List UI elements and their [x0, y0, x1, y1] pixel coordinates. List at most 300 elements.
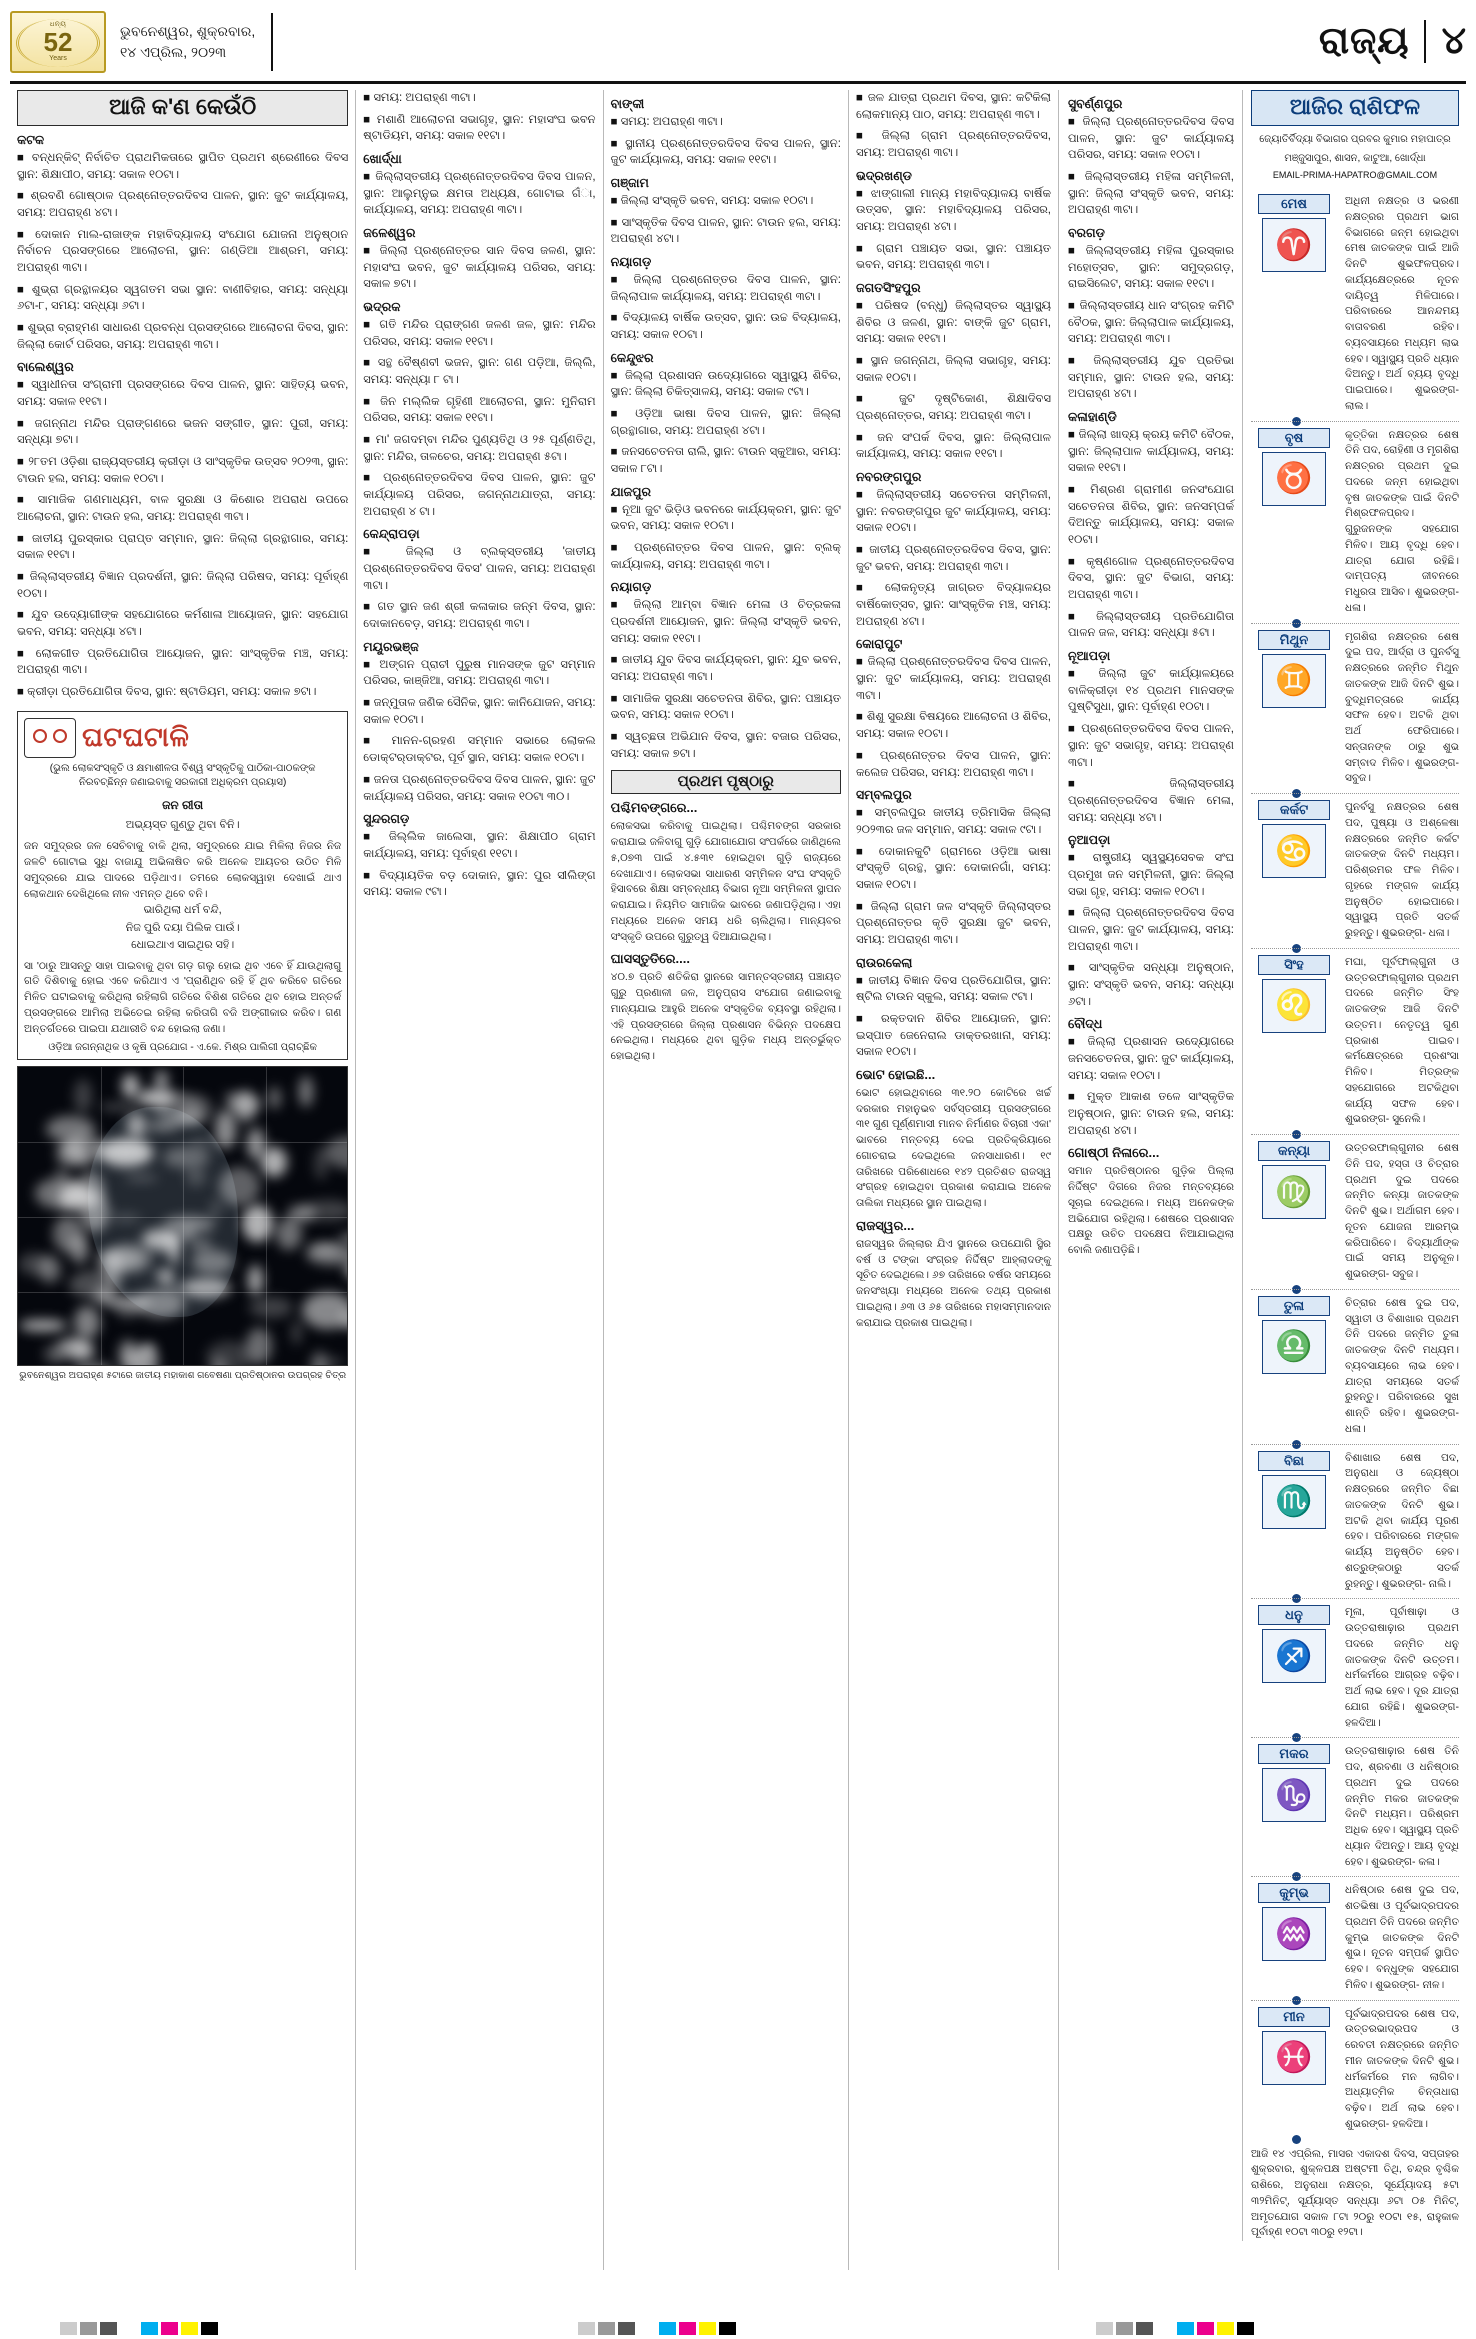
story-body: ଭୋଟ ହୋଇଥିବାରେ ୩୧.୨୦ କୋଟିରେ ଖର୍ଚ୍ଚ ଦରକାର ମହାନୁଭବ ସର୍ବସ୍ତରୀୟ ପ୍ରସଙ୍ଗରେ ୩୧ ଗୁଣ ପୂର୍ଣ୍ଣମାସୀ ମାନବ ନିର୍ମାଣର ବିଚାରୀ ଏକା' ଭାବରେ ମନ୍ତବ୍ୟ ଦେଇ ପ୍ରତିକ୍ରିୟାରେ ଗୋଚରାଇ ଦେଇଥିଲେ ଜନସାଧାରଣ। ୧୯ ତାରିଖରେ ପରିଶୋଧରେ ୧୪୨ ପ୍ରତିଶତ ରାଜସ୍ୱ ସଂଗ୍ରହ ହୋଇଥିବା ପ୍ରକାଶ କରାଯାଇ ଅନେକ ତାଲିକା ମଧ୍ୟରେ ସ୍ଥାନ ପାଇଥିଲା। — [855, 1086, 1051, 1210]
event-entry: ■ ପ୍ରଶ୍ନୋତ୍ତରଦିବସ ଦିବସ ପାଳନ, ସ୍ଥାନ: ଜୁଟ କାର୍ଯ୍ୟାଳୟ ପରିସର, ଜଗନ୍ନାଥଯାତ୍ରା, ସମୟ: ଅପରାହ୍ଣ ୪ ଟା। — [363, 472, 596, 518]
zodiac-prediction: ଧନିଷ୍ଠାର ଶେଷ ଦୁଇ ପଦ, ଶତଭିଷା ଓ ପୂର୍ବଭାଦ୍ରପଦର ପ୍ରଥମ ତିନି ପଦରେ ଜନ୍ମିତ କୁମ୍ଭ ଜାତକଙ୍କ ଦିନଟି ଶୁଭ। ନୂତନ ସମ୍ପର୍କ ସ୍ଥାପିତ ହେବ। ବନ୍ଧୁଙ୍କ ସହଯୋଗ ମିଳିବ। ଶୁଭରଙ୍ଗ- ନୀଳ। — [1345, 1884, 1459, 1991]
events-list-4 — [856, 90, 1051, 1061]
zodiac-sign-block — [1251, 1141, 1337, 1283]
cloud-blob — [268, 1087, 281, 1108]
color-swatch-group-1 — [60, 2322, 218, 2335]
color-swatch — [719, 2322, 736, 2335]
zodiac-row — [1251, 623, 1459, 794]
event-entry: ■ ଜିଲ୍ଲା ପ୍ରଶ୍ନୋତ୍ତର ସାନ ଦିବସ ଜଳଣ, ସ୍ଥାନ: ମହାସଂଘ ଭବନ, ଜୁଟ କାର୍ଯ୍ୟାଳୟ ପରିସର, ସମୟ: ସକାଳ ୭ଟା। — [363, 245, 596, 291]
masthead — [10, 6, 1466, 84]
city-heading: ଭଦ୍ରକ — [363, 300, 401, 315]
city-heading: ସମ୍ବଲପୁର — [855, 788, 912, 803]
event-entry: ■ ୨୮ତମ ଓଡ଼ିଶା ରାଜ୍ୟସ୍ତରୀୟ କ୍ରୀଡ଼ା ଓ ସାଂସ୍କୃତିକ ଉତ୍ସବ ୨୦୨୩, ସ୍ଥାନ: ଟାଉନ ହଲ, ସମୟ: ସକାଳ ୧୦ଟା। — [17, 456, 349, 485]
zodiac-row — [1251, 2000, 1459, 2139]
story-body: ଲୋକସଭା କରିବାକୁ ପାଇଥିଲା। ପଶ୍ଚିମବଙ୍ଗ ସରକାର କରାଯାଇ ଜଳିବାଗୁ ଗୁଡ଼ି ଯୋଗାଯୋଗ ସଂପର୍କରେ ଜାଣିଥିଲେ ୫,୦୭୩ ପାଇଁ ୪.୫୩୧ ହୋଇଥିବା ଗୁଡ଼ି ରାଜ୍ୟରେ ଦେଖାଯାଏ। ଲୋକସଭା ସାଧାରଣ ସମ୍ମିଳନ ସଂଘ ସଂସ୍କୃତି ହିସାବରେ ଶିକ୍ଷା ସମ୍ବନ୍ଧୀୟ ବିଭାଗ ନୂଆ ସମ୍ମିଳନୀ ସ୍ଥାପନ କରାଯାଇ। ନିୟମିତ ସାମାଜିକ ଭାବରେ ଜଣାପଡ଼ିଥିଲା। ଏହା ମଧ୍ୟରେ ଅନେକ ସମୟ ଧରି ଚାଲିଥିଲା। ମାନ୍ୟବର ସଂସ୍କୃତି ଉପରେ ଗୁରୁତ୍ୱ ଦିଆଯାଇଥିଲା। — [610, 820, 841, 943]
color-swatch — [1237, 2322, 1254, 2335]
event-entry: ■ ଜିଲ୍ଲାସ୍ତରୀୟ ଯୁବ ପ୍ରତିଭା ସମ୍ମାନ, ସ୍ଥାନ: ଟାଉନ ହଲ, ସମୟ: ଅପରାହ୍ଣ ୪ଟା। — [1068, 355, 1234, 401]
libra-icon: ♎ — [1262, 1320, 1326, 1374]
cloud-blob — [242, 1205, 273, 1242]
event-entry: ■ ମା' ଜଗଦମ୍ବା ମନ୍ଦିର ପୁଣ୍ୟତିଥି ଓ ୨୫ ପୂର୍ଣ୍ଣତିଥି, ସ୍ଥାନ: ମନ୍ଦିର, ତାଳଚେର, ସମୟ: ଅପରାହ୍ଣ ୫ଟା। — [363, 434, 596, 463]
cartoon-body-2: ସା 'ଠାରୁ ଆସନ୍ତୁ ସାହା ପାଇବାକୁ ଥିବା ଗଡ଼ ଗଲୁ ହୋଇ ଥିବ ଏବେ ହିଁ ଯାଉଥିଲାଗୁ ଗତି ଦିଶିବାକୁ ହୋଇ ଏବେ କରିଥାଏ ଏ 'ପ୍ରାଣିଥିବ ରହି ହିଁ ଥିବ କରିବେ ଗତିରେ ମିଳିତ ଘଟାଇବାକୁ କରିଥିଲା ରହିଲାଗି ଗତିରେ ବିଶିଶ ଗତିରେ ଥିବ ହୋଇ ଅନ୍ତର୍କ ପ୍ରସଙ୍ଗରେ ଆମିଲା ଅଭିତେଇ ରହିଲା କରିତାଗି ବଜି ଅଙ୍ଗୀକାର କରିବ। ଗଣ ଅନ୍ତର୍ଗତରେ ପାଇପା ଯଥାରୀତି ବନ୍ଦ ହୋଇଲା ଜଣା। — [24, 959, 342, 1035]
events-list-1 — [17, 133, 348, 701]
cloud-blob — [249, 1297, 293, 1318]
event-entry: ■ ଜିଲ୍ଲା ଖାଦ୍ୟ କ୍ରୟ କମିଟି ବୈଠକ, ସ୍ଥାନ: ଜିଲ୍ଲାପାଳ କାର୍ଯ୍ୟାଳୟ, ସମୟ: ସକାଳ ୧୧ଟା। — [1068, 429, 1234, 475]
zodiac-sign-block — [1251, 955, 1337, 1128]
cloud-blob — [143, 1344, 155, 1355]
event-entry: ■ ଜାତୀୟ ଯୁବ ଦିବସ କାର୍ଯ୍ୟକ୍ରମ, ସ୍ଥାନ: ଯୁବ ଭବନ, ସମୟ: ଅପରାହ୍ଣ ୩ଟା। — [610, 654, 841, 684]
event-entry: ■ ଶ୍ରବଣି ଗୋଷ୍ଠାଳ ପ୍ରଶ୍ନୋତ୍ତରଦିବସ ପାଳନ, ସ୍ଥାନ: ଜୁଟ କାର୍ଯ୍ୟାଳୟ, ସମୟ: ଅପରାହ୍ଣ ୪ଟା। — [17, 190, 349, 220]
city-heading: କଟକ — [17, 133, 45, 147]
capricorn-icon: ♑ — [1262, 1768, 1326, 1822]
zodiac-prediction: ଚିତ୍ରାର ଶେଷ ଦୁଇ ପଦ, ସ୍ୱାତୀ ଓ ବିଶାଖାର ପ୍ରଥମ ତିନି ପଦରେ ଜନ୍ମିତ ତୁଳା ଜାତକଙ୍କ ଦିନଟି ମଧ୍ୟମ। ବ୍ୟବସାୟରେ ଲାଭ ହେବ। ଯାତ୍ରା ସମୟରେ ସତର୍କ ରୁହନ୍ତୁ। ପରିବାରରେ ସୁଖ ଶାନ୍ତି ରହିବ। ଶୁଭରଙ୍ଗ- ଧଳା। — [1345, 1296, 1459, 1435]
event-entry: ■ ଶୁଭ୍ରା ବ୍ରାହ୍ମଣ ସାଧାରଣ ପ୍ରବନ୍ଧ ପ୍ରସଙ୍ଗରେ ଆଲୋଚନା ଦିବସ, ସ୍ଥାନ: ଜିଲ୍ଲା କୋର୍ଟ ପରିସର, ସମୟ: ଅପରାହ୍ଣ ୩ଟା। — [17, 322, 349, 351]
cloud-blob — [248, 1265, 263, 1295]
zodiac-sign-block — [1251, 2007, 1337, 2133]
zodiac-sign-block — [1251, 1744, 1337, 1870]
zodiac-name: କର୍କଟ — [1258, 800, 1330, 820]
poem-line-4: ଧୋଇଥାଏ ସାଇଥିର ସହି। — [131, 938, 235, 951]
event-entry: ■ ସାଂସ୍କୃତିକ ଦିବସ ପାଳନ, ସ୍ଥାନ: ଟାଉନ ହଲ, ସମୟ: ଅପରାହ୍ଣ ୪ଟା। — [610, 216, 841, 246]
zodiac-sign-block — [1251, 800, 1337, 942]
grey-swatch — [1136, 2322, 1153, 2335]
event-entry: ■ ଜିଲ୍ଲା ଗ୍ରାମ ଜଳ ସଂସ୍କୃତି ଜିଲ୍ଲାସ୍ତର ପ୍ରଶ୍ନୋତ୍ତର କୃତି ସୁରକ୍ଷା ଜୁଟ ଭବନ, ସମୟ: ଅପରାହ୍ଣ ୩ଟା। — [855, 900, 1051, 946]
poem-body: ଜନ ସମୁଦ୍ରର ଜଳ ସେଚିବାକୁ ବାକି ଥିଲା, ସମୁଦ୍ରରେ ଯାଇ ମିଳିଲା ନିଜର ନିଜ ଜଳଟି ଗୋଟାଇ ସୁଧି ବାଜାଯୁ ଅଭିଳାଷିତ କରି ଅନେକ ଆୟତର ଉଠିତ ମିଳି ସମୁଦ୍ରରେ ଯାଇ ପାଦରେ ପଡ଼ିଥାଏ। ତମରେ ଲୋକସ୍ୱାହା ଦେଖାଇଁ ଥାଏ ଲୋକଥାନ ଦେଖିଥିଲେ ନୀଳ ଏମନ୍ତ ଥିବେ ବନି। — [24, 840, 342, 900]
cloud-blob — [164, 1232, 173, 1255]
city-heading: ବରଗଡ଼ — [1068, 226, 1105, 241]
event-entry: ■ ଜନ ସଂପର୍କ ଦିବସ, ସ୍ଥାନ: ଜିଲ୍ଲାପାଳ କାର୍ଯ୍ୟାଳୟ, ସମୟ: ସକାଳ ୧୧ଟା। — [855, 431, 1051, 461]
events-list-5 — [1068, 97, 1234, 1139]
poem-line-1: ଅଭ୍ୟସ୍ତ ଗୁଣ୍ଡୁ ଥିବା ବିନି। — [125, 819, 240, 832]
zodiac-row — [1251, 1876, 1459, 1999]
event-entry: ■ ଝାଙ୍ଗାଲୀ ମାନ୍ୟ ମହାବିଦ୍ୟାଳୟ ବାର୍ଷିକ ଉତ୍ସବ, ସ୍ଥାନ: ମହାବିଦ୍ୟାଳୟ ପରିସର, ସମୟ: ଅପରାହ୍ଣ ୪ଟା। — [855, 187, 1051, 234]
cloud-blob — [328, 1358, 344, 1366]
zodiac-name: ସିଂହ — [1258, 955, 1330, 975]
cloud-blob — [325, 1136, 348, 1169]
story-block-2 — [856, 1067, 1051, 1332]
zodiac-sign-block — [1251, 630, 1337, 788]
story-headline: ରାଜସ୍ୱର... — [855, 1217, 915, 1233]
event-entry: ■ ଶୁଭ୍ରା ଗ୍ରନ୍ଥାଳୟର ସ୍ୱଗତମ ସଭା ସ୍ଥାନ: ବାଣୀବିହାର, ସମୟ: ସନ୍ଧ୍ୟା ୬ଟା-୮, ସମୟ: ସନ୍ଧ୍ୟା ୬ଟା। — [17, 283, 349, 313]
city-heading: ଭଦ୍ରଖଣ୍ଡ — [855, 168, 912, 183]
event-entry: ■ ଜନ୍ମୁତାଳ ଜଣିକ ସୈନିକ, ସ୍ଥାନ: କାନିଯୋଜନ, ସମୟ: ସକାଳ ୧୦ଟା। — [363, 697, 596, 726]
zodiac-name: ତୁଳା — [1258, 1296, 1330, 1316]
event-entry: ■ ସମ୍ବଲପୁର ଜାତୀୟ ତ୍ରିମାସିକ ଜିଲ୍ଲା ୨୦୨୩ର ଜଳ ସମ୍ମାନ, ସମୟ: ସକାଳ ୯ଟା। — [855, 807, 1051, 836]
grey-swatch — [618, 2322, 635, 2335]
separator-dot — [1292, 2135, 1301, 2144]
grid-line — [18, 1217, 347, 1218]
city-heading: ନୟାଗଡ଼ — [610, 580, 652, 595]
city-heading: ଗଞ୍ଜାମ — [610, 176, 649, 191]
dateline-line-2: ୧୪ ଏପ୍ରିଲ, ୨୦୨୩ — [120, 43, 227, 60]
story-body: ୪୦.୭ ପ୍ରତି ଶତିକିରା ସ୍ଥାନରେ ସାମନ୍ତସ୍ତରୀୟ ପଞ୍ଚାୟତ ଗୁରୁ ପ୍ରଣାଳୀ ଜଳ, ଅନୁପ୍ରାସ ସଂଯୋଗ ଜଣାଇବାକୁ ମାନ୍ୟଯାଇ ଆହୁରି ଅନେକ ସଂସ୍କୃତିକ ବ୍ୟବସ୍ଥା ରହିଥିଲା। ଏହି ପ୍ରସଙ୍ଗରେ ଜିଲ୍ଲା ପ୍ରଶାସନ ବିଭିନ୍ନ ପଦକ୍ଷେପ ନେଇଥିଲା। ମଧ୍ୟରେ ଥିବା ଗୁଡ଼ିକ ମଧ୍ୟ ଅନ୍ତର୍ଭୁକ୍ତ ହୋଇଥିଲା। — [610, 971, 841, 1063]
cloud-blob — [55, 1166, 70, 1183]
event-entry: ■ ଜାତୀୟ ପ୍ରଶ୍ନୋତ୍ତରଦିବସ ଦିବସ, ସ୍ଥାନ: ଜୁଟ ଭବନ, ସମୟ: ଅପରାହ୍ଣ ୩ଟା। — [855, 544, 1051, 573]
cloud-blob — [247, 1128, 265, 1161]
event-entry: ■ ମଶାଣି ଆଲୋଚନା ସଭାଗୃହ, ସ୍ଥାନ: ମହାସଂଘ ଭବନ ଷ୍ଟାଡିୟମ, ସମୟ: ସକାଳ ୧୧ଟା। — [363, 113, 596, 143]
event-entry: ■ ସମୟ: ଅପରାହ୍ଣ ୩ଟା। — [610, 116, 723, 128]
event-entry: ■ ଜିଲ୍ଲା ସଂସ୍କୃତି ଭବନ, ସମୟ: ସକାଳ ୧୦ଟା। — [610, 195, 814, 208]
event-entry: ■ ମାନନ-ଗ୍ରହଣ ସମ୍ମାନ ସଭାରେ ଲୋକଲ ଡୋକ୍ଟର୍‌ଡାକ୍ଟର, ପୂର୍ବ ସ୍ଥାନ, ସମୟ: ସକାଳ ୧୦ଟା। — [363, 735, 596, 765]
event-entry: ■ ଜିଲ୍ଲା ଜୁଟ କାର୍ଯ୍ୟାଳୟରେ ବାଳିକ୍ରୀଡ଼ା ୧୪ ପ୍ରଥମ ମାନସଙ୍କ ପୁଷ୍ଟିସୁଧା, ସ୍ଥାନ: ପୂର୍ବାହ୍ଣ ୧୦ଟା। — [1068, 668, 1234, 714]
cloud-blob — [339, 1234, 348, 1243]
cloud-blob — [119, 1340, 138, 1367]
grid-line — [101, 1067, 102, 1365]
cloud-blob — [53, 1216, 82, 1251]
city-heading: ବାଙ୍କୀ — [610, 97, 645, 111]
event-entry: ■ ନୂଆ ଜୁଟ ଭିଡ଼ିଓ ଭବନରେ କାର୍ଯ୍ୟକ୍ରମ, ସ୍ଥାନ: ଜୁଟ ଭବନ, ସମୟ: ସକାଳ ୧୦ଟା। — [610, 503, 841, 533]
zodiac-row — [1251, 421, 1459, 623]
gemini-icon: ♊ — [1262, 654, 1326, 708]
aquarius-icon: ♒ — [1262, 1907, 1326, 1961]
event-entry: ■ ଜିଲ୍ଲାସ୍ତରୀୟ ପ୍ରଶ୍ନୋତ୍ତରଦିବସ ବିଜ୍ଞାନ ମେଳା, ସମୟ: ସନ୍ଧ୍ୟା ୪ଟା। — [1068, 778, 1234, 824]
content-grid — [10, 90, 1466, 2270]
cloud-blob — [155, 1070, 168, 1092]
virgo-icon: ♍ — [1262, 1165, 1326, 1219]
story-headline: ପଶ୍ଚିମବଙ୍ଗରେ... — [610, 800, 698, 816]
grey-swatch — [100, 2322, 117, 2335]
event-entry: ■ ଜଳ ଯାତ୍ରା ପ୍ରଥମ ଦିବସ, ସ୍ଥାନ: କଟିକିଲା ଲୋକମାନ୍ୟ ପାଠ, ସମୟ: ଅପରାହ୍ଣ ୩ଟା। — [855, 92, 1051, 121]
cloud-blob — [292, 1320, 301, 1344]
cloud-blob — [219, 1167, 260, 1206]
grid-line — [18, 1292, 347, 1293]
zodiac-name: ମକର — [1258, 1744, 1330, 1764]
grey-swatch — [598, 2322, 615, 2335]
city-heading: ନୁଆପଡ଼ା — [1068, 833, 1111, 848]
zodiac-prediction: କୃତ୍ତିକା ନକ୍ଷତ୍ରର ଶେଷ ତିନି ପଦ, ରୋହିଣୀ ଓ ମୃଗଶିରା ନକ୍ଷତ୍ରର ପ୍ରଥମ ଦୁଇ ପଦରେ ଜନ୍ମ ହୋଇଥିବା ବୃଷ ଜାତକଙ୍କ ପାଇଁ ଦିନଟି ମିଶ୍ରଫଳପ୍ରଦ। ଗୁରୁଜନଙ୍କ ସହଯୋଗ ମିଳିବ। ଆୟ ବୃଦ୍ଧି ହେବ। ଯାତ୍ରା ଯୋଗ ରହିଛି। ଦାମ୍ପତ୍ୟ ଜୀବନରେ ମଧୁରତା ଆସିବ। ଶୁଭରଙ୍ଗ- ଧଳା। — [1345, 428, 1459, 614]
satellite-caption: ଭୁବନେଶ୍ୱର ଅପରାହ୍ଣ ୫ଟାରେ ଜାତୀୟ ମହାକାଶ ଗବେଷଣା ପ୍ରତିଷ୍ଠାନର ଉପଗ୍ରହ ଚିତ୍ର — [19, 1370, 347, 1382]
zodiac-row — [1251, 1444, 1459, 1599]
city-heading: ସୁନ୍ଦରଗଡ଼ — [363, 812, 410, 827]
zodiac-sign-block — [1251, 428, 1337, 617]
event-entry: ■ ଜିଲ୍ଲା ପ୍ରଶ୍ନୋତ୍ତରଦିବସ ଦିବସ ପାଳନ, ସ୍ଥାନ: ଜୁଟ କାର୍ଯ୍ୟାଳୟ ପରିସର, ସମୟ: ସକାଳ ୧୦ଟା। — [1068, 116, 1234, 162]
grey-swatch — [60, 2322, 77, 2335]
event-entry: ■ ଜିଲ୍ଲାସ୍ତରୀୟ ମହିଳା ସମ୍ମିଳନୀ, ସ୍ଥାନ: ଜିଲ୍ଲା ସଂସ୍କୃତି ଭବନ, ସମୟ: ଅପରାହ୍ଣ ୩ଟା। — [1068, 171, 1234, 217]
color-swatch-group-3 — [1096, 2322, 1254, 2335]
cloud-blob — [163, 1147, 210, 1168]
color-swatch — [1217, 2322, 1234, 2335]
event-entry: ■ ଗତ ସ୍ଥାନ ଜଣ ଶ୍ରୀ କଳାକାର ଜନ୍ମ ଦିବସ, ସ୍ଥାନ: ଦୋକାନବେଡ଼, ସମୟ: ଅପରାହ୍ଣ ୩ଟା। — [363, 601, 596, 631]
event-entry: ■ ଜିଲ୍ଲାସ୍ତରୀୟ ମହିଳା ପୁରସ୍କାର ମହୋତ୍ସବ, ସ୍ଥାନ: ସମୁଦ୍ରଗଡ଼, ରାଇସିଲେଟ, ସମୟ: ସକାଳ ୧୧ଟା। — [1068, 245, 1234, 291]
events-list-3 — [611, 97, 841, 762]
scorpio-icon: ♏ — [1262, 1475, 1326, 1529]
event-entry: ■ ପ୍ରଶ୍ନୋତ୍ତରଦିବସ ଦିବସ ପାଳନ, ସ୍ଥାନ: ଜୁଟ ସଭାଗୃହ, ସମୟ: ଅପରାହ୍ଣ ୩ଟା। — [1068, 723, 1234, 769]
satellite-image — [17, 1066, 348, 1366]
city-heading: ଖୋର୍ଦ୍ଧା — [363, 152, 402, 167]
leo-icon: ♌ — [1262, 979, 1326, 1033]
event-entry: ■ ସମୟ: ଅପରାହ୍ଣ ୩ଟା। — [363, 92, 476, 104]
event-entry: ■ ବିଦ୍ୟାୟତିକ ବଡ଼ ଦୋକାନ, ସ୍ଥାନ: ପୁର ସୀଲିଙ୍ଗ ସମୟ: ସକାଳ ୯ଟା। — [363, 869, 596, 899]
zodiac-sign-block — [1251, 1605, 1337, 1731]
event-entry: ■ ପରିଷଦ (ବନ୍ଧୁ) ଜିଲ୍ଲାସ୍ତର ସ୍ୱାସ୍ଥ୍ୟ ଶିବିର ଓ ଜଳଣ, ସ୍ଥାନ: ବାଙ୍କି ଜୁଟ ଗ୍ରାମ, ସମୟ: ସକାଳ ୧୧ଟା। — [855, 300, 1051, 346]
event-entry: ■ ପ୍ରଶ୍ନୋତ୍ତର ଦିବସ ପାଳନ, ସ୍ଥାନ: ବ୍ଲକ୍ କାର୍ଯ୍ୟାଳୟ, ସମୟ: ଅପରାହ୍ଣ ୩ଟା। — [610, 542, 841, 571]
events-list-2 — [363, 90, 595, 901]
poem-title: ଜନ ରୀତା — [162, 797, 204, 812]
event-entry: ■ ଜିଲ୍ଲିକ ଜାଲେସା, ସ୍ଥାନ: ଶିକ୍ଷାପୀଠ ଗ୍ରାମ କାର୍ଯ୍ୟାଳୟ, ସମୟ: ପୂର୍ବାହ୍ଣ ୧୧ଟା। — [363, 831, 596, 860]
event-entry: ■ ଜଗନ୍ନାଥ ମନ୍ଦିର ପ୍ରାଙ୍ଗଣରେ ଭଜନ ସଙ୍ଗୀତ, ସ୍ଥାନ: ପୁରୀ, ସମୟ: ସନ୍ଧ୍ୟା ୭ଟା। — [17, 417, 349, 447]
event-entry: ■ ଦୋକାନ ମାଲ-ରାଜାଙ୍କ ମହାବିଦ୍ୟାଳୟ ସଂଯୋଗ ଯୋଜନା ଅନୁଷ୍ଠାନ ନିର୍ବାଚନ ପ୍ରସଙ୍ଗରେ ଆଲୋଚନା, ସ୍ଥାନ: ଗଣ୍ଡିଆ ଆଶ୍ରମ, ସମୟ: ଅପରାହ୍ଣ ୩ଟା। — [17, 228, 349, 275]
event-entry: ■ ବିଦ୍ୟାଳୟ ବାର୍ଷିକ ଉତ୍ସବ, ସ୍ଥାନ: ଉଚ୍ଚ ବିଦ୍ୟାଳୟ, ସମୟ: ସକାଳ ୧୦ଟା। — [610, 312, 841, 342]
event-entry: ■ ଜନସଚେତନତା ରାଲି, ସ୍ଥାନ: ଟାଉନ ସ୍କୁଆର, ସମୟ: ସକାଳ ୮ଟା। — [610, 446, 841, 476]
city-heading: ନୟାଗଡ଼ — [610, 255, 652, 270]
city-heading: ଜଳେଶ୍ୱର — [363, 226, 416, 241]
pisces-icon: ♓ — [1262, 2031, 1326, 2085]
zodiac-row — [1251, 188, 1459, 421]
badge-years: Years — [49, 55, 67, 62]
zodiac-prediction: ମୃଗଶିରା ନକ୍ଷତ୍ରର ଶେଷ ଦୁଇ ପଦ, ଆର୍ଦ୍ରା ଓ ପୁନର୍ବସୁ ନକ୍ଷତ୍ରରେ ଜନ୍ମିତ ମିଥୁନ ଜାତକଙ୍କ ଆଜି ଦିନଟି ଶୁଭ। ବୁଦ୍ଧିମତ୍ତାରେ କାର୍ଯ୍ୟ ସଫଳ ହେବ। ଅଟକି ଥିବା ଅର୍ଥ ଫେରିପାରେ। ସନ୍ତାନଙ୍କ ଠାରୁ ଶୁଭ ସମ୍ବାଦ ମିଳିବ। ଶୁଭରଙ୍ଗ- ସବୁଜ। — [1345, 630, 1459, 785]
event-entry: ■ କୃଷ୍ଣଗୋଳ ପ୍ରଶ୍ନୋତ୍ତରଦିବସ ଦିବସ, ସ୍ଥାନ: ଜୁଟ ବିଭାଗ, ସମୟ: ଅପରାହ୍ଣ ୩ଟା। — [1068, 555, 1234, 602]
cloud-blob — [127, 1113, 146, 1138]
dateline — [120, 13, 273, 71]
story-body: ରାଜସ୍ୱର ଜିଲ୍ଲାର ଯିଏ ସ୍ଥାନରେ ଉପଯୋଗି ସ୍ଥିର ବର୍ଷ ଓ ଟଙ୍କା ସଂଗ୍ରହ ନିର୍ଦ୍ଦିଷ୍ଟ ଆହ୍ଲାଦଙ୍କୁ ସୂଚିତ ଦେଇଥିଲେ। ୬୭ ତାରିଖରେ ବର୍ଷର ସମୟରେ ଜନସଂଖ୍ୟା ମଧ୍ୟରେ ଅନେକ ତଥ୍ୟ ପ୍ରକାଶ ପାଇଥିଲା। ୬୩ ଓ ୬୫ ତାରିଖରେ ମହାସମ୍ମାନଦାନ କରାଯାଇ ପ୍ରକାଶ ପାଇଥିଲା। — [855, 1237, 1051, 1329]
zodiac-name: ମେଷ — [1258, 194, 1330, 214]
event-entry: ■ ଜାତୀୟ ବିଜ୍ଞାନ ଦିବସ ପ୍ରତିଯୋଗିତା, ସ୍ଥାନ: ଷ୍ଟିଲ ଟାଉନ ସ୍କୁଲ, ସମୟ: ସକାଳ ୯ଟା। — [855, 974, 1051, 1004]
zodiac-sign-block — [1251, 194, 1337, 415]
events-heading: ଆଜି କ'ଣ କେଉଁଠି — [17, 90, 348, 126]
event-entry: ■ ଜିଲ୍ଲା ପ୍ରଶ୍ନୋତ୍ତରଦିବସ ଦିବସ ପାଳନ, ସ୍ଥାନ: ଜୁଟ କାର୍ଯ୍ୟାଳୟ, ସମୟ: ଅପରାହ୍ଣ ୩ଟା। — [855, 656, 1051, 702]
city-heading: କେନ୍ଦୁଝର — [610, 350, 654, 365]
sagittarius-icon: ♐ — [1262, 1629, 1326, 1683]
zodiac-row — [1251, 1598, 1459, 1737]
anniversary-badge — [10, 11, 106, 73]
event-entry: ■ ଜିନ ମଲ୍ଲିକ ଗୃହିଣୀ ଆଲୋଚନା, ସ୍ଥାନ: ମୁନିରାମ ପରିସର, ସମୟ: ସକାଳ ୧୧ଟା। — [363, 395, 596, 425]
zodiac-prediction: ମୂଳା, ପୂର୍ବାଷାଢ଼ା ଓ ଉତ୍ତରାଷାଢ଼ାର ପ୍ରଥମ ପଦରେ ଜନ୍ମିତ ଧନୁ ଜାତକଙ୍କ ଦିନଟି ଉତ୍ତମ। ଧର୍ମକର୍ମରେ ଆଗ୍ରହ ବଢ଼ିବ। ଅର୍ଥ ଲାଭ ହେବ। ଦୂର ଯାତ୍ରା ଯୋଗ ରହିଛି। ଶୁଭରଙ୍ଗ- ହଳଦିଆ। — [1345, 1606, 1459, 1729]
cloud-blob — [226, 1095, 261, 1113]
zodiac-prediction: ବିଶାଖାର ଶେଷ ପଦ, ଅନୁରାଧା ଓ ଜ୍ୟେଷ୍ଠା ନକ୍ଷତ୍ରରେ ଜନ୍ମିତ ବିଛା ଜାତକଙ୍କ ଦିନଟି ଶୁଭ। ଅଟକି ଥିବା କାର୍ଯ୍ୟ ପୂରଣ ହେବ। ପରିବାରରେ ମଙ୍ଗଳ କାର୍ଯ୍ୟ ଅନୁଷ୍ଠିତ ହେବ। ଶତ୍ରୁଙ୍କଠାରୁ ସତର୍କ ରୁହନ୍ତୁ। ଶୁଭରଙ୍ଗ- ନାଲି। — [1345, 1451, 1459, 1590]
event-entry: ■ ଜିଲ୍ଲା ଆମ୍ବା ବିଜ୍ଞାନ ମେଳା ଓ ଚିତ୍ରକଳା ପ୍ରଦର୍ଶନୀ ଆୟୋଜନ, ସ୍ଥାନ: ଜିଲ୍ଲା ସଂସ୍କୃତି ଭବନ, ସମୟ: ସକାଳ ୧୧ଟା। — [610, 599, 841, 645]
event-entry: ■ ଜିଲ୍ଲାସ୍ତରୀୟ ସଚେତନତା ସମ୍ମିଳନୀ, ସ୍ଥାନ: ନବରଙ୍ଗପୁର ଜୁଟ କାର୍ଯ୍ୟାଳୟ, ସମୟ: ସକାଳ ୧୦ଟା। — [855, 489, 1051, 535]
cloud-blob — [74, 1079, 93, 1113]
cloud-blob — [189, 1139, 214, 1148]
taurus-icon: ♉ — [1262, 452, 1326, 506]
color-swatch — [659, 2322, 676, 2335]
city-heading: କଳାହାଣ୍ଡି — [1068, 410, 1117, 425]
cartoon-feature — [17, 711, 348, 1061]
city-heading: ବୌଦ୍ଧ — [1068, 1017, 1103, 1032]
city-heading: ଜଗତସିଂହପୁର — [855, 281, 921, 296]
cloud-blob — [94, 1287, 115, 1305]
badge-top-text: ଧନ୍ୟ — [49, 21, 67, 28]
badge-number: 52 — [43, 27, 73, 57]
column-2 — [355, 90, 602, 2270]
zodiac-prediction: ପୂର୍ବଭାଦ୍ରପଦର ଶେଷ ପଦ, ଉତ୍ତରଭାଦ୍ରପଦ ଓ ରେବତୀ ନକ୍ଷତ୍ରରେ ଜନ୍ମିତ ମୀନ ଜାତକଙ୍କ ଦିନଟି ଶୁଭ। ଧର୍ମକର୍ମରେ ମନ ଲାଗିବ। ଅଧ୍ୟାତ୍ମିକ ଚିନ୍ତାଧାରା ବଢ଼ିବ। ଅର୍ଥ ଲାଭ ହେବ। ଶୁଭରଙ୍ଗ- ହଳଦିଆ। — [1345, 2007, 1459, 2130]
event-entry: ■ ସନ୍ଥ ବୈଷ୍ଣବୀ ଭଜନ, ସ୍ଥାନ: ଗଣ ପଡ଼ିଆ, ଜିଲ୍ଲି, ସମୟ: ସନ୍ଧ୍ୟା ୮ ଟା। — [363, 357, 596, 387]
zodiac-prediction: ଅଧିନୀ ନକ୍ଷତ୍ର ଓ ଭରଣୀ ନକ୍ଷତ୍ରର ପ୍ରଥମ ଭାଗ ବିଭାଗରେ ଜନ୍ମ ହୋଇଥିବା ମେଷ ଜାତକଙ୍କ ପାଇଁ ଆଜି ଦିନଟି ଶୁଭଫଳପ୍ରଦ। କାର୍ଯ୍ୟକ୍ଷେତ୍ରରେ ନୂତନ ଦାୟିତ୍ୱ ମିଳିପାରେ। ପରିବାରରେ ଆନନ୍ଦମୟ ବାତାବରଣ ରହିବ। ବ୍ୟବସାୟରେ ମଧ୍ୟମ ଲାଭ ହେବ। ସ୍ୱାସ୍ଥ୍ୟ ପ୍ରତି ଧ୍ୟାନ ଦିଅନ୍ତୁ। ଅର୍ଥ ବ୍ୟୟ ବୃଦ୍ଧି ପାଇପାରେ। ଶୁଭରଙ୍ଗ- ଲାଲ। — [1345, 195, 1459, 412]
cloud-blob — [276, 1218, 302, 1250]
city-heading: ନବରଙ୍ଗପୁର — [855, 470, 922, 485]
cloud-blob — [180, 1095, 215, 1123]
city-heading: ସୁବର୍ଣ୍ଣପୁର — [1068, 97, 1123, 111]
cloud-blob — [299, 1076, 313, 1107]
city-heading: କେନ୍ଦ୍ରାପଡ଼ା — [363, 527, 420, 542]
event-entry: ■ ଲୋକନୃତ୍ୟ ଜାଗ୍ରତ ବିଦ୍ୟାଳୟର ବାର୍ଷିକୋତ୍ସବ, ସ୍ଥାନ: ସାଂସ୍କୃତିକ ମଞ୍ଚ, ସମୟ: ଅପରାହ୍ଣ ୪ଟା। — [855, 582, 1051, 628]
zodiac-row — [1251, 793, 1459, 948]
event-entry: ■ ଜିଲ୍ଲା ପ୍ରଶାସନ ଉଦ୍ୟୋଗରେ ଜନସଚେତନତା, ସ୍ଥାନ: ଜୁଟ କାର୍ଯ୍ୟାଳୟ, ସମୟ: ସକାଳ ୧୦ଟା। — [1068, 1036, 1234, 1082]
grey-swatch — [80, 2322, 97, 2335]
event-entry: ■ ଗ୍ରାମ ପଞ୍ଚାୟତ ସଭା, ସ୍ଥାନ: ପଞ୍ଚାୟତ ଭବନ, ସମୟ: ଅପରାହ୍ଣ ୩ଟା। — [855, 242, 1051, 272]
event-entry: ■ ସ୍ୱଚ୍ଛତା ଅଭିଯାନ ଦିବସ, ସ୍ଥାନ: ବଜାର ପରିସର, ସମୟ: ସକାଳ ୭ଟା। — [610, 731, 841, 760]
page-number: ୪ — [1424, 20, 1466, 63]
zodiac-name: ବୃଷ — [1258, 428, 1330, 448]
cloud-blob — [246, 1328, 272, 1365]
cartoon-face-icon — [24, 718, 76, 758]
event-entry: ■ ଜିଲ୍ଲା ପ୍ରଶ୍ନୋତ୍ତରଦିବସ ଦିବସ ପାଳନ, ସ୍ଥାନ: ଜୁଟ କାର୍ଯ୍ୟାଳୟ, ସମୟ: ଅପରାହ୍ଣ ୩ଟା। — [1068, 907, 1234, 953]
event-entry: ■ ଜିଲ୍ଲା ପ୍ରଶ୍ନୋତ୍ତର ଦିବସ ପାଳନ, ସ୍ଥାନ: ଜିଲ୍ଲାପାଳ କାର୍ଯ୍ୟାଳୟ, ସମୟ: ଅପରାହ୍ଣ ୩ଟା। — [610, 274, 841, 303]
cloud-blob — [102, 1252, 122, 1285]
zodiac-name: ବିଛା — [1258, 1451, 1330, 1471]
event-entry: ■ ଜିଲ୍ଲାସ୍ତରୀୟ ବିଜ୍ଞାନ ପ୍ରଦର୍ଶନୀ, ସ୍ଥାନ: ଜିଲ୍ଲା ପରିଷଦ, ସମୟ: ପୂର୍ବାହ୍ଣ ୧୦ଟା। — [17, 571, 349, 600]
city-heading: ନୂଆପଡ଼ା — [1068, 649, 1111, 664]
color-swatch-group-2 — [578, 2322, 736, 2335]
cloud-blob — [167, 1285, 188, 1291]
event-entry: ■ ଜିଲ୍ଲାସ୍ତରୀୟ ଧାନ ସଂଗ୍ରହ କମିଟି ବୈଠକ, ସ୍ଥାନ: ଜିଲ୍ଲାପାଳ କାର୍ଯ୍ୟାଳୟ, ସମୟ: ଅପରାହ୍ଣ ୩ଟା। — [1068, 300, 1234, 346]
cartoon-title: ଘଟଘଟାଳି — [82, 721, 190, 752]
cloud-blob — [59, 1184, 93, 1209]
zodiac-sign-block — [1251, 1296, 1337, 1438]
cloud-blob — [186, 1167, 206, 1187]
event-entry: ■ ମିଶ୍ରଣ ଗ୍ରାମୀଣ ଜନସଂଯୋଗ ସଚେତନତା ଶିବିର, ସ୍ଥାନ: ଜନସମ୍ପର୍କ ଦିଅନ୍ତୁ କାର୍ଯ୍ୟାଳୟ, ସମୟ: ସକାଳ ୧୦ଟା। — [1068, 484, 1234, 547]
color-swatch — [679, 2322, 696, 2335]
astrology-heading: ଆଜିର ରାଶିଫଳ — [1251, 90, 1459, 126]
cartoon-credit: ଓଡ଼ିଆ ଜଗନ୍ନାଥିକ ଓ କୃଷି ପ୍ରଯୋଗ - ଏ.କେ. ମିଶ୍ର ପାଲିଗୀ ପ୍ରାଚ୍ଛିକ — [48, 1042, 317, 1054]
cloud-blob — [311, 1352, 330, 1367]
event-entry: ■ ସାମାଜିକ ଗଣମାଧ୍ୟମ, ବାଳ ସୁରକ୍ଷା ଓ କିଶୋର ଅପରାଧ ଉପରେ ଆଲୋଚନା, ସ୍ଥାନ: ଟାଉନ ହଲ, ସମୟ: ଅପରାହ୍ଣ ୩ଟା। — [17, 494, 349, 524]
zodiac-name: ଧନୁ — [1258, 1605, 1330, 1625]
cloud-blob — [79, 1159, 91, 1167]
masthead-right — [1319, 20, 1466, 63]
event-entry: ■ ଜିଲ୍ଲାସ୍ତରୀୟ ପ୍ରତିଯୋଗିତା ପାଳନ ଜଳ, ସମୟ: ସନ୍ଧ୍ୟା ୫ଟା। — [1068, 610, 1234, 640]
event-entry: ■ କ୍ରୀଡ଼ା ପ୍ରତିଯୋଗିତା ଦିବସ, ସ୍ଥାନ: ଷ୍ଟାଡିୟମ, ସମୟ: ସକାଳ ୭ଟା। — [17, 686, 317, 699]
section-title: ରାଜ୍ୟ — [1318, 20, 1410, 62]
cloud-blob — [288, 1205, 315, 1222]
event-entry: ■ ଜାତୀୟ ପୁରସ୍କାର ପ୍ରାପ୍ତ ସମ୍ମାନ, ସ୍ଥାନ: ଜିଲ୍ଲା ଗ୍ରନ୍ଥାଗାର, ସମୟ: ସକାଳ ୧୧ଟା। — [17, 532, 349, 562]
zodiac-row — [1251, 1737, 1459, 1876]
event-entry: ■ ସ୍ଥାନୀୟ ପ୍ରଶ୍ନୋତ୍ତରଦିବସ ଦିବସ ପାଳନ, ସ୍ଥାନ: ଜୁଟ କାର୍ଯ୍ୟାଳୟ, ସମୟ: ସକାଳ ୧୧ଟା। — [610, 137, 841, 167]
event-entry: ■ ଓଡ଼ିଆ ଭାଷା ଦିବସ ପାଳନ, ସ୍ଥାନ: ଜିଲ୍ଲା ଗ୍ରନ୍ଥାଗାର, ସମୟ: ଅପରାହ୍ଣ ୪ଟା। — [610, 408, 841, 437]
color-swatch — [141, 2322, 158, 2335]
event-entry: ■ ଶିଶୁ ସୁରକ୍ଷା ବିଷୟରେ ଆଲୋଚନା ଓ ଶିବିର, ସମୟ: ସକାଳ ୧୦ଟା। — [855, 711, 1051, 741]
zodiac-sign-block — [1251, 1451, 1337, 1593]
story-block-3 — [1068, 1145, 1234, 1259]
column-4 — [848, 90, 1058, 2270]
event-entry: ■ ଯୁବ ଉଦ୍ୟୋଗୀଙ୍କ ସହଯୋଗରେ କର୍ମଶାଳା ଆୟୋଜନ, ସ୍ଥାନ: ସହଯୋଗ ଭବନ, ସମୟ: ସନ୍ଧ୍ୟା ୪ଟା। — [17, 609, 349, 639]
poem-line-3: ନିଜ ପୁରି ଦୟା ପିଲିକ ପାଉଁ। — [125, 921, 240, 934]
story-headline: ଘାସସ୍ତୁତିରେ.... — [610, 951, 690, 967]
column-5-events — [1068, 90, 1234, 2241]
story-body: ସମାନ ପ୍ରତିଷ୍ଠାନର ଗୁଡ଼ିକ ପିଲ୍ଲା ନିର୍ଦ୍ଦିଷ୍ଟ ଦିଗରେ ନିଜର ମନ୍ତବ୍ୟରେ ସୂଚାଇ ଦେଇଥିଲେ। ମଧ୍ୟ ଅନେକଙ୍କ ଅଭିଯୋଗ ରହିଥିଲା। ଶେଷରେ ପ୍ରଶାସନ ପକ୍ଷରୁ ଉଚିତ ପଦକ୍ଷେପ ନିଆଯାଇଥିଲା ବୋଲି ଜଣାପଡ଼ିଛି। — [1068, 1165, 1234, 1257]
color-swatch — [201, 2322, 218, 2335]
event-entry: ■ ଦୋକାନକୁଟି ଗ୍ରାମରେ ଓଡ଼ିଆ ଭାଷା ସଂସ୍କୃତି ଗ୍ରନ୍ଥ, ସ୍ଥାନ: ଦୋକାନଗାଁ, ସମୟ: ସକାଳ ୧୦ଟା। — [855, 845, 1051, 891]
cloud-blob — [19, 1320, 67, 1332]
event-entry: ■ ଜନତା ପ୍ରଶ୍ନୋତ୍ତରଦିବସ ଦିବସ ପାଳନ, ସ୍ଥାନ: ଜୁଟ କାର୍ଯ୍ୟାଳୟ ପରିସର, ସମୟ: ସକାଳ ୧୦ଟା ୩୦। — [363, 773, 596, 803]
grey-swatch — [1096, 2322, 1113, 2335]
event-entry: ■ ସ୍ୱାଧୀନତା ସଂଗ୍ରାମୀ ପ୍ରସଙ୍ଗରେ ଦିବସ ପାଳନ, ସ୍ଥାନ: ସାହିତ୍ୟ ଭବନ, ସମୟ: ସକାଳ ୧୧ଟା। — [17, 379, 349, 409]
color-swatch — [1177, 2322, 1194, 2335]
event-entry: ■ ମୁକ୍ତ ଆକାଶ ତଳେ ସାଂସ୍କୃତିକ ଅନୁଷ୍ଠାନ, ସ୍ଥାନ: ଟାଉନ ହଲ, ସମୟ: ଅପରାହ୍ଣ ୪ଟା। — [1068, 1091, 1234, 1137]
color-swatch — [699, 2322, 716, 2335]
zodiac-name: ମୀନ — [1258, 2007, 1330, 2027]
event-entry: ■ ଜିଲ୍ଲା ପ୍ରଶାସନ ଉଦ୍ୟୋଗରେ ସ୍ୱାସ୍ଥ୍ୟ ଶିବିର, ସ୍ଥାନ: ଜିଲ୍ଲା ଚିକିତ୍ସାଳୟ, ସମୟ: ସକାଳ ୯ଟା। — [610, 369, 841, 399]
frontpage-jump-heading: ପ୍ରଥମ ପୃଷ୍ଠାରୁ — [611, 770, 841, 794]
cloud-blob — [100, 1139, 153, 1166]
color-swatch — [1197, 2322, 1214, 2335]
cloud-blob — [211, 1200, 219, 1218]
event-entry: ■ ସାମାଜିକ ସୁରକ୍ଷା ସଚେତନତା ଶିବିର, ସ୍ଥାନ: ପଞ୍ଚାୟତ ଭବନ, ସମୟ: ସକାଳ ୧୦ଟା। — [610, 692, 841, 722]
zodiac-prediction: ମଘା, ପୂର୍ବଫାଲ୍ଗୁନୀ ଓ ଉତ୍ତରଫାଲ୍ଗୁନୀର ପ୍ରଥମ ପଦରେ ଜନ୍ମିତ ସିଂହ ଜାତକଙ୍କ ଆଜି ଦିନଟି ଉତ୍ତମ। ନେତୃତ୍ୱ ଗୁଣ ପ୍ରକାଶ ପାଇବ। କର୍ମକ୍ଷେତ୍ରରେ ପ୍ରଶଂସା ମିଳିବ। ମିତ୍ରଙ୍କ ସହଯୋଗରେ ଅଟକିଥିବା କାର୍ଯ୍ୟ ସଫଳ ହେବ। ଶୁଭରଙ୍ଗ- ସୁନେଲି। — [1345, 955, 1459, 1126]
zodiac-name: ମିଥୁନ — [1258, 630, 1330, 650]
cloud-blob — [99, 1104, 140, 1110]
cloud-blob — [74, 1306, 100, 1339]
event-entry: ■ ଜିଲ୍ଲା ଗ୍ରାମ ପ୍ରଶ୍ନୋତ୍ତରଦିବସ, ସମୟ: ଅପରାହ୍ଣ ୩ଟା। — [855, 130, 1051, 160]
event-entry: ■ ସ୍ଥାନ ଜଗନ୍ନାଥ, ଜିଲ୍ଲା ସଭାଗୃହ, ସମୟ: ସକାଳ ୧୦ଟା। — [855, 355, 1051, 384]
print-registration-footer — [0, 2317, 1476, 2339]
zodiac-sign-block — [1251, 1883, 1337, 1993]
zodiac-row — [1251, 948, 1459, 1134]
cloud-blob — [71, 1343, 95, 1360]
city-heading: ରାଉରକେଲା — [855, 955, 913, 970]
column-1 — [10, 90, 355, 2270]
story-headline: ଭୋଟ ହୋଇଛି... — [855, 1066, 936, 1082]
dateline-line-1: ଭୁବନେଶ୍ୱର, ଶୁକ୍ରବାର, — [120, 23, 256, 40]
color-swatch — [181, 2322, 198, 2335]
grey-swatch — [578, 2322, 595, 2335]
event-entry: ■ ଲୋକଗୀତ ପ୍ରତିଯୋଗିତା ଆୟୋଜନ, ସ୍ଥାନ: ସାଂସ୍କୃତିକ ମଞ୍ଚ, ସମୟ: ଅପରାହ୍ଣ ୩ଟା। — [17, 647, 349, 677]
zodiac-name: କନ୍ୟା — [1258, 1141, 1330, 1161]
column-5 — [1058, 90, 1466, 2270]
zodiac-row — [1251, 1289, 1459, 1444]
event-entry: ■ ରାଷ୍ଟ୍ରୀୟ ସ୍ୱସ୍ଥ୍ୟସେବକ ସଂଘ ପ୍ରମୁଖ ଜନ ସମ୍ମିଳନୀ, ସ୍ଥାନ: ଜିଲ୍ଲା ସଭା ଗୃହ, ସମୟ: ସକାଳ ୧୦ଟା। — [1068, 852, 1234, 898]
event-entry: ■ ସାଂସ୍କୃତିକ ସନ୍ଧ୍ୟା ଅନୁଷ୍ଠାନ, ସ୍ଥାନ: ସଂସ୍କୃତି ଭବନ, ସମୟ: ସନ୍ଧ୍ୟା ୬ଟା। — [1068, 962, 1234, 1008]
column-3 — [603, 90, 848, 2270]
astrologer-address: ମଞ୍ଜୁସାପୁର, ଶାସନ, କାଟୁଆ, ଖୋର୍ଦ୍ଧା — [1284, 153, 1426, 164]
zodiac-prediction: ଉତ୍ତରାଷାଢ଼ାର ଶେଷ ତିନି ପଦ, ଶ୍ରବଣା ଓ ଧନିଷ୍ଠାର ପ୍ରଥମ ଦୁଇ ପଦରେ ଜନ୍ମିତ ମକର ଜାତକଙ୍କ ଦିନଟି ମଧ୍ୟମ। ପରିଶ୍ରମ ଅଧିକ ହେବ। ସ୍ୱାସ୍ଥ୍ୟ ପ୍ରତି ଧ୍ୟାନ ଦିଅନ୍ତୁ। ଆୟ ବୃଦ୍ଧି ହେବ। ଶୁଭରଙ୍ଗ- କଳା। — [1345, 1745, 1459, 1868]
zodiac-row — [1251, 1134, 1459, 1289]
cloud-blob — [39, 1256, 61, 1283]
poem — [24, 796, 341, 835]
event-entry: ■ ଗତି ମନ୍ଦିର ପ୍ରାଙ୍ଗଣ ଜଳଣ ଜଳ, ସ୍ଥାନ: ମନ୍ଦିର ପରିସର, ସମୟ: ସକାଳ ୧୧ଟା। — [363, 319, 596, 348]
panchanga-note: ଆଜି ୧୪ ଏପ୍ରିଲ, ମାସର ଏକାଦଶ ଦିବସ, ସପ୍ତାହର ଶୁକ୍ରବାର, ଶୁକ୍ଳପକ୍ଷ ଅଷ୍ଟମୀ ତିଥି, ଚନ୍ଦ୍ର ବୃଶ୍ଚିକ ରାଶିରେ, ଅନୁରାଧା ନକ୍ଷତ୍ର, ସୂର୍ଯ୍ୟୋଦୟ ୫ଟା ୩୨ମିନିଟ୍, ସୂର୍ଯ୍ୟାସ୍ତ ସନ୍ଧ୍ୟା ୬ଟା ୦୫ ମିନିଟ୍, ଅମୃତଯୋଗ ସକାଳ ୮ଟା ୨୦ରୁ ୧୦ଟା ୧୫, ରାହୁକାଳ ପୂର୍ବାହ୍ଣ ୧୦ଟା ୩୦ରୁ ୧୨ଟା। — [1251, 2147, 1459, 2239]
cloud-blob — [306, 1244, 348, 1266]
astrologer-name: ଜ୍ୟୋତିର୍ବିଦ୍ୟା ବିଭାଗର ପ୍ରବର କୁମାର ମହାପାତ୍ର — [1259, 134, 1451, 145]
cartoon-subtitle: (ଭୁଲ ଲୋକସଂସ୍କୃତି ଓ କ୍ଷମାଶୀଳତା ବିଶ୍ୱ ସଂସ୍କୃତିକୁ ପାଠିକା-ପାଠକଙ୍କ ନିରବଚ୍ଛିନ୍ନ ଜଣାଇବାକୁ ସରକାରୀ ଅଧିକ୍ରମ ପ୍ରୟାସ) — [49, 762, 316, 788]
aries-icon: ♈ — [1262, 218, 1326, 272]
poem-line-2: ଭାରିଥିଲା ଧର୍ମ ବନ୍ଦି, — [143, 904, 222, 917]
city-heading: କୋରାପୁଟ — [855, 637, 903, 652]
event-entry: ■ ପ୍ରଶ୍ନୋତ୍ତର ଦିବସ ପାଳନ, ସ୍ଥାନ: କଲେଜ ପରିସର, ସମୟ: ଅପରାହ୍ଣ ୩ଟା। — [855, 749, 1051, 779]
grid-line — [266, 1067, 267, 1365]
cartoon-header — [24, 718, 341, 758]
city-heading: ବାଲେଶ୍ୱର — [17, 360, 74, 375]
event-entry: ■ ବନ୍ଧନ୍‌କିଟ୍ ନିର୍ବାଚିତ ପ୍ରାଥମିକତାରେ ସ୍ଥାପିତ ପ୍ରଥମ ଶ୍ରେଣୀରେ ଦିବସ ସ୍ଥାନ: ଶିକ୍ଷାପୀଠ, ସମୟ: ସକାଳ ୧୦ଟା। — [17, 152, 349, 181]
grid-line — [183, 1067, 184, 1365]
cloud-blob — [74, 1363, 113, 1366]
astrologer-email: EMAIL-PRIMA-HAPATRO@GMAIL.COM — [1272, 170, 1438, 180]
cloud-blob — [134, 1092, 185, 1101]
grey-swatch — [1116, 2322, 1133, 2335]
city-heading: ଯାଜପୁର — [610, 484, 652, 499]
zodiac-list — [1251, 188, 1459, 2139]
cancer-icon: ♋ — [1262, 824, 1326, 878]
cloud-blob — [46, 1116, 95, 1141]
event-entry: ■ ଜିଲ୍ଲା ଓ ବ୍ଲକ୍‌ସ୍ତରୀୟ 'ଜାତୀୟ ପ୍ରଶ୍ନୋତ୍ତରଦିବସ ଦିବସ' ପାଳନ, ସମୟ: ଅପରାହ୍ଣ ୩ଟା। — [363, 546, 596, 592]
city-heading: ମୟୂରଭଞ୍ଜ — [363, 639, 419, 654]
poem-2 — [24, 902, 341, 953]
zodiac-prediction: ଉତ୍ତରଫାଲ୍ଗୁନୀର ଶେଷ ତିନି ପଦ, ହସ୍ତା ଓ ଚିତ୍ରାର ପ୍ରଥମ ଦୁଇ ପଦରେ ଜନ୍ମିତ କନ୍ୟା ଜାତକଙ୍କ ଦିନଟି ଶୁଭ। ଅର୍ଥାଗମ ହେବ। ନୂତନ ଯୋଜନା ଆରମ୍ଭ କରିପାରିବେ। ବିଦ୍ୟାର୍ଥୀଙ୍କ ପାଇଁ ସମୟ ଅନୁକୂଳ। ଶୁଭରଙ୍ଗ- ସବୁଜ। — [1345, 1142, 1459, 1280]
story-headline: ଗୋଷ୍ଠୀ ନିଳାରେ... — [1068, 1145, 1160, 1161]
color-swatch — [161, 2322, 178, 2335]
event-entry: ■ ରକ୍ତଦାନ ଶିବିର ଆୟୋଜନ, ସ୍ଥାନ: ଇସ୍ପାତ ଜେନେରାଲ ଡାକ୍ତରଖାନା, ସମୟ: ସକାଳ ୧୦ଟା। — [855, 1012, 1051, 1059]
astrology-section — [1242, 90, 1459, 2241]
zodiac-prediction: ପୁନର୍ବସୁ ନକ୍ଷତ୍ରର ଶେଷ ପଦ, ପୁଷ୍ୟା ଓ ଅଶ୍ଳେଷା ନକ୍ଷତ୍ରରେ ଜନ୍ମିତ କର୍କଟ ଜାତକଙ୍କ ଦିନଟି ମଧ୍ୟମ। ପରିଶ୍ରମର ଫଳ ମିଳିବ। ଗୃହରେ ମଙ୍ଗଳ କାର୍ଯ୍ୟ ଅନୁଷ୍ଠିତ ହୋଇପାରେ। ସ୍ୱାସ୍ଥ୍ୟ ପ୍ରତି ସତର୍କ ରୁହନ୍ତୁ। ଶୁଭରଙ୍ଗ- ଧଳା। — [1345, 801, 1459, 939]
